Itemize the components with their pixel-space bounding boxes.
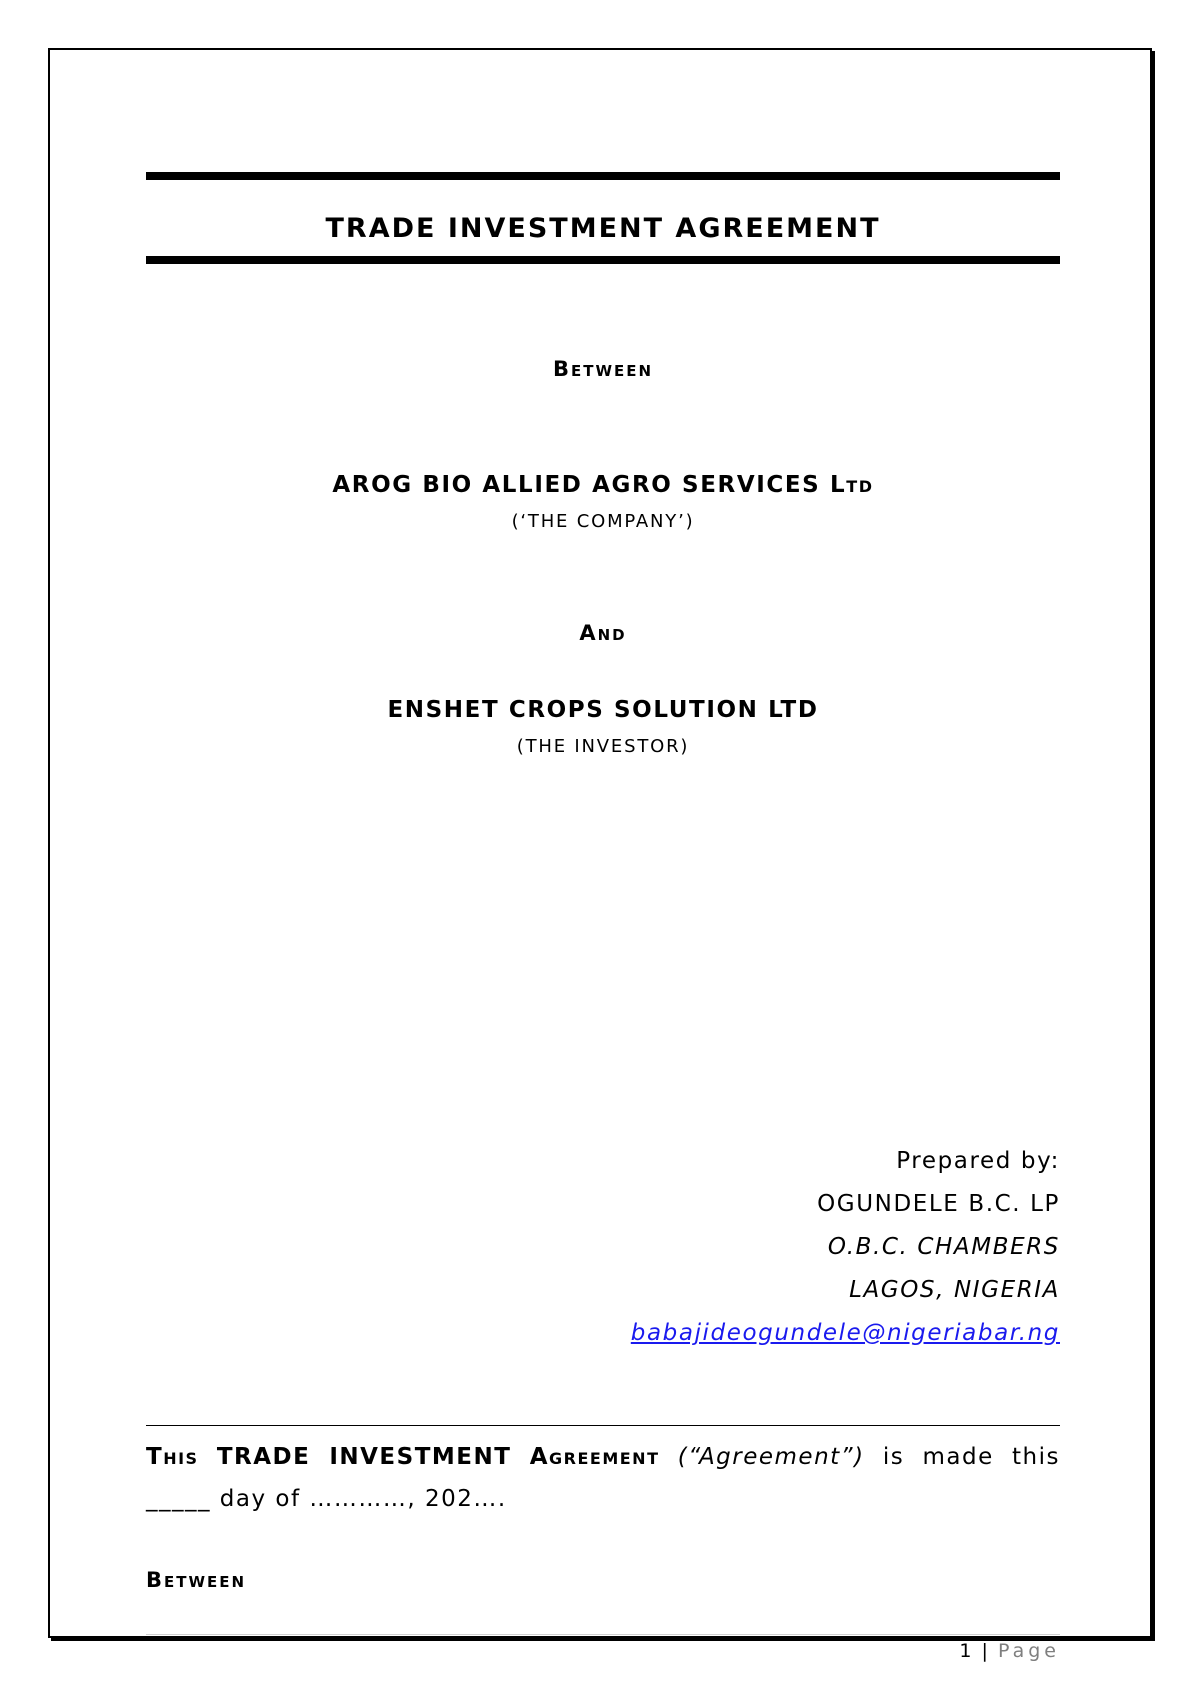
intro-defined-term: (“Agreement”) xyxy=(677,1444,865,1470)
prepared-by-chambers: O.B.C. CHAMBERS xyxy=(827,1234,1060,1260)
section-divider xyxy=(146,1425,1060,1426)
page-border xyxy=(48,48,1152,1638)
prepared-by-email-link[interactable]: babajideogundele@nigeriabar.ng xyxy=(630,1320,1060,1346)
prepared-by-location: LAGOS, NIGERIA xyxy=(849,1277,1060,1303)
intro-agreement-name: TRADE INVESTMENT xyxy=(216,1444,512,1470)
prepared-by-firm: OGUNDELE B.C. LP xyxy=(817,1191,1060,1217)
intro-this: This xyxy=(146,1444,199,1470)
title-bottom-rule xyxy=(146,256,1060,264)
investor-alias: (THE INVESTOR) xyxy=(516,736,690,757)
and-label: And xyxy=(579,621,627,645)
between-section-heading: Between xyxy=(146,1568,247,1592)
footer-rule xyxy=(146,1634,1060,1635)
intro-agreement-word: Agreement xyxy=(529,1444,660,1470)
company-name: AROG BIO ALLIED AGRO SERVICES Ltd xyxy=(332,472,874,498)
investor-name: ENSHET CROPS SOLUTION LTD xyxy=(387,697,819,723)
document-title: TRADE INVESTMENT AGREEMENT xyxy=(325,213,881,244)
intro-paragraph xyxy=(146,1436,1060,1520)
page-separator: | xyxy=(981,1640,990,1662)
page-footer xyxy=(146,1640,1060,1662)
page-number: 1 xyxy=(959,1640,974,1662)
intro-made-text: is made this _____ day of …………, 202…. xyxy=(146,1444,1061,1512)
company-alias: (‘THE COMPANY’) xyxy=(511,511,695,532)
prepared-by-label: Prepared by: xyxy=(896,1148,1060,1174)
title-top-rule xyxy=(146,172,1060,180)
prepared-by-block xyxy=(146,1140,1060,1355)
page-word: Page xyxy=(998,1640,1060,1662)
between-label: Between xyxy=(552,357,654,381)
